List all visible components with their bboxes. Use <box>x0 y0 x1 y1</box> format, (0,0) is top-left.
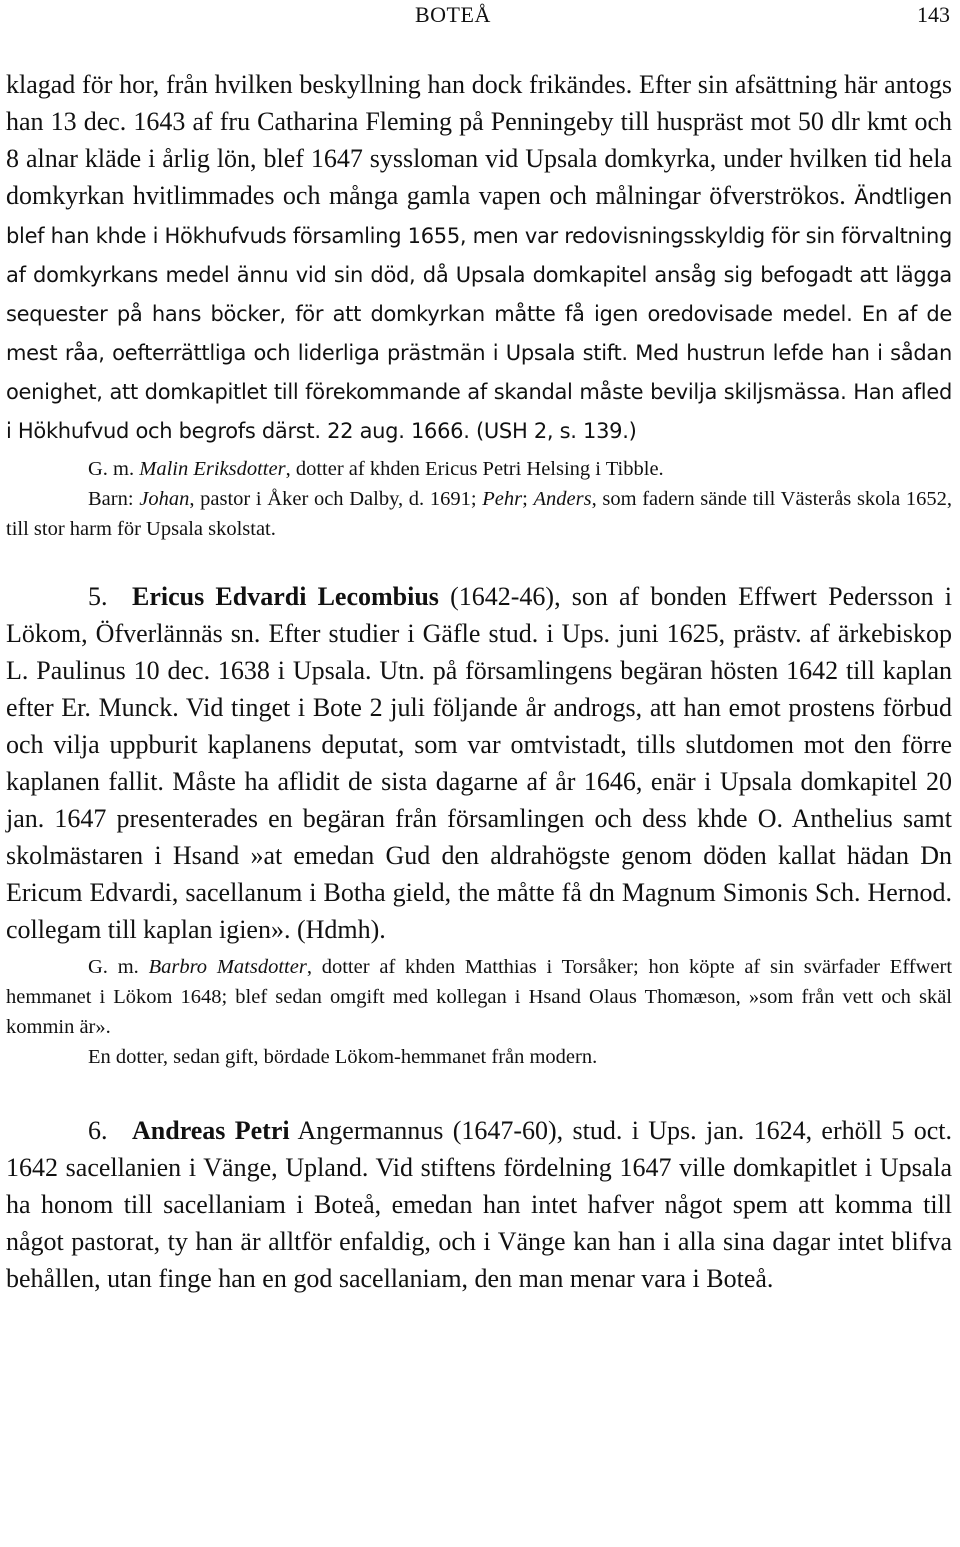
child-description-anders: , som fadern sände till Västerås skola 1652, till stor harm för Upsala skolstat. <box>6 488 953 540</box>
children-note <box>6 484 952 544</box>
spouse-name: Malin Eriksdotter <box>139 458 286 480</box>
entry-6 <box>6 1112 952 1297</box>
entry-number: 6. <box>88 1116 108 1145</box>
paragraph-text-sans: Ändtligen blef han khde i Hökhufvuds församling 1655, men var redovisningsskyldig för sin förvaltning af domkyrkans medel ännu vid sin död, då Upsala domkapitel ansåg sig befogadt att lägga sequester på hans böcker, för att domkyrkan måtte få igen oredovisade medel. En af de mest råa, oefterrättliga och liderliga prästmän i Upsala stift. Med hustrun lefde han i sådan oenighet, att domkapitlet till förekommande af skandal måste bevilja skiljsmässa. Han afled i Hökhufvud och begrofs därst. 22 aug. 1666. (USH 2, s. 139.) <box>6 185 953 443</box>
child-name-anders: Anders <box>533 488 592 510</box>
spouse-description: , dotter af khden Ericus Petri Helsing i Tibble. <box>285 458 664 480</box>
barn-prefix: Barn: <box>88 488 134 510</box>
spouse-description: , dotter af khden Matthias i Torsåker; hon köpte af sin svärfader Effwert hemmanet i Lökom 1648; blef sedan omgift med kollegan i Hsand Olaus Thomæson, »som från vett och skäl kommin är». <box>6 956 953 1038</box>
gm-prefix: G. m. <box>88 956 139 978</box>
child-separator: ; <box>522 488 528 510</box>
child-description-johan: , pastor i Åker och Dalby, d. 1691; <box>189 488 477 510</box>
page-header <box>0 2 960 32</box>
child-name-johan: Johan <box>139 488 190 510</box>
page-number: 143 <box>917 2 950 27</box>
entry-5 <box>6 578 952 948</box>
entry-name: Ericus Edvardi Lecombius <box>132 582 439 611</box>
paragraph-text-serif: klagad för hor, från hvilken beskyllning han dock frikändes. Efter sin afsättning här antogs han 13 dec. 1643 af fru Catharina Fleming på Penningeby till huspräst mot 50 dlr kmt och 8 alnar kläde i årlig lön, blef 1647 syssloman vid Upsala domkyrka, under hvilken tid hela domkyrkan hvitlimmades och många gamla vapen och målningar öfverströkos. <box>6 70 952 210</box>
entry-text: (1642-46), son af bonden Effwert Pedersson i Lökom, Öfverlännäs sn. Efter studier i Gäfle stud. i Ups. juni 1625, prästv. af ärkebiskop L. Paulinus 10 dec. 1638 i Upsala. Utn. på församlingens begäran hösten 1642 till kaplan efter Er. Munck. Vid tinget i Bote 2 juli följande år androgs, att han emot prostens förbud och vilja uppburit kaplanens deputat, som var omtvistadt, tills slutdomen mot den förre kaplanen fallit. Måste ha aflidit de sista dagarne af år 1646, enär i Upsala domkapitel 20 jan. 1647 presenterades en begäran från församlingen och dess khde O. Anthelius samt skolmästaren i Hsand »at emedan Gud den aldrahögste genom döden kallat hädan Dn Ericum Edvardi, sacellanum i Botha gield, the måtte få dn Magnum Simonis Sch. Hernod. collegam till kaplan igien». (Hdmh). <box>6 582 952 944</box>
spouse-note-2 <box>6 952 952 1042</box>
spouse-name: Barbro Matsdotter <box>148 956 307 978</box>
child-name-pehr: Pehr <box>482 488 523 510</box>
entry-name: Andreas Petri <box>132 1116 290 1145</box>
spouse-note <box>6 454 952 484</box>
entry-text: Angermannus (1647-60), stud. i Ups. jan. 1624, erhöll 5 oct. 1642 sacellanien i Vänge, Upland. Vid stiftens fördelning 1647 ville domkapitlet i Upsala ha honom till sacellaniam i Boteå, emedan han intet hafver något spem att komma till något pastorat, ty han är alltför enfaldig, och i Vänge kan han i alla sina dagar intet blifva behållen, utan finge han en god sacellaniam, den man menar vara i Boteå. <box>6 1116 952 1293</box>
entry-number: 5. <box>88 582 108 611</box>
gm-prefix: G. m. <box>88 458 135 480</box>
paragraph-continuation <box>6 66 952 450</box>
running-title: BOTEÅ <box>415 2 491 27</box>
daughter-note: En dotter, sedan gift, bördade Lökom-hemmanet från modern. <box>88 1046 598 1068</box>
page-body <box>6 66 952 1297</box>
